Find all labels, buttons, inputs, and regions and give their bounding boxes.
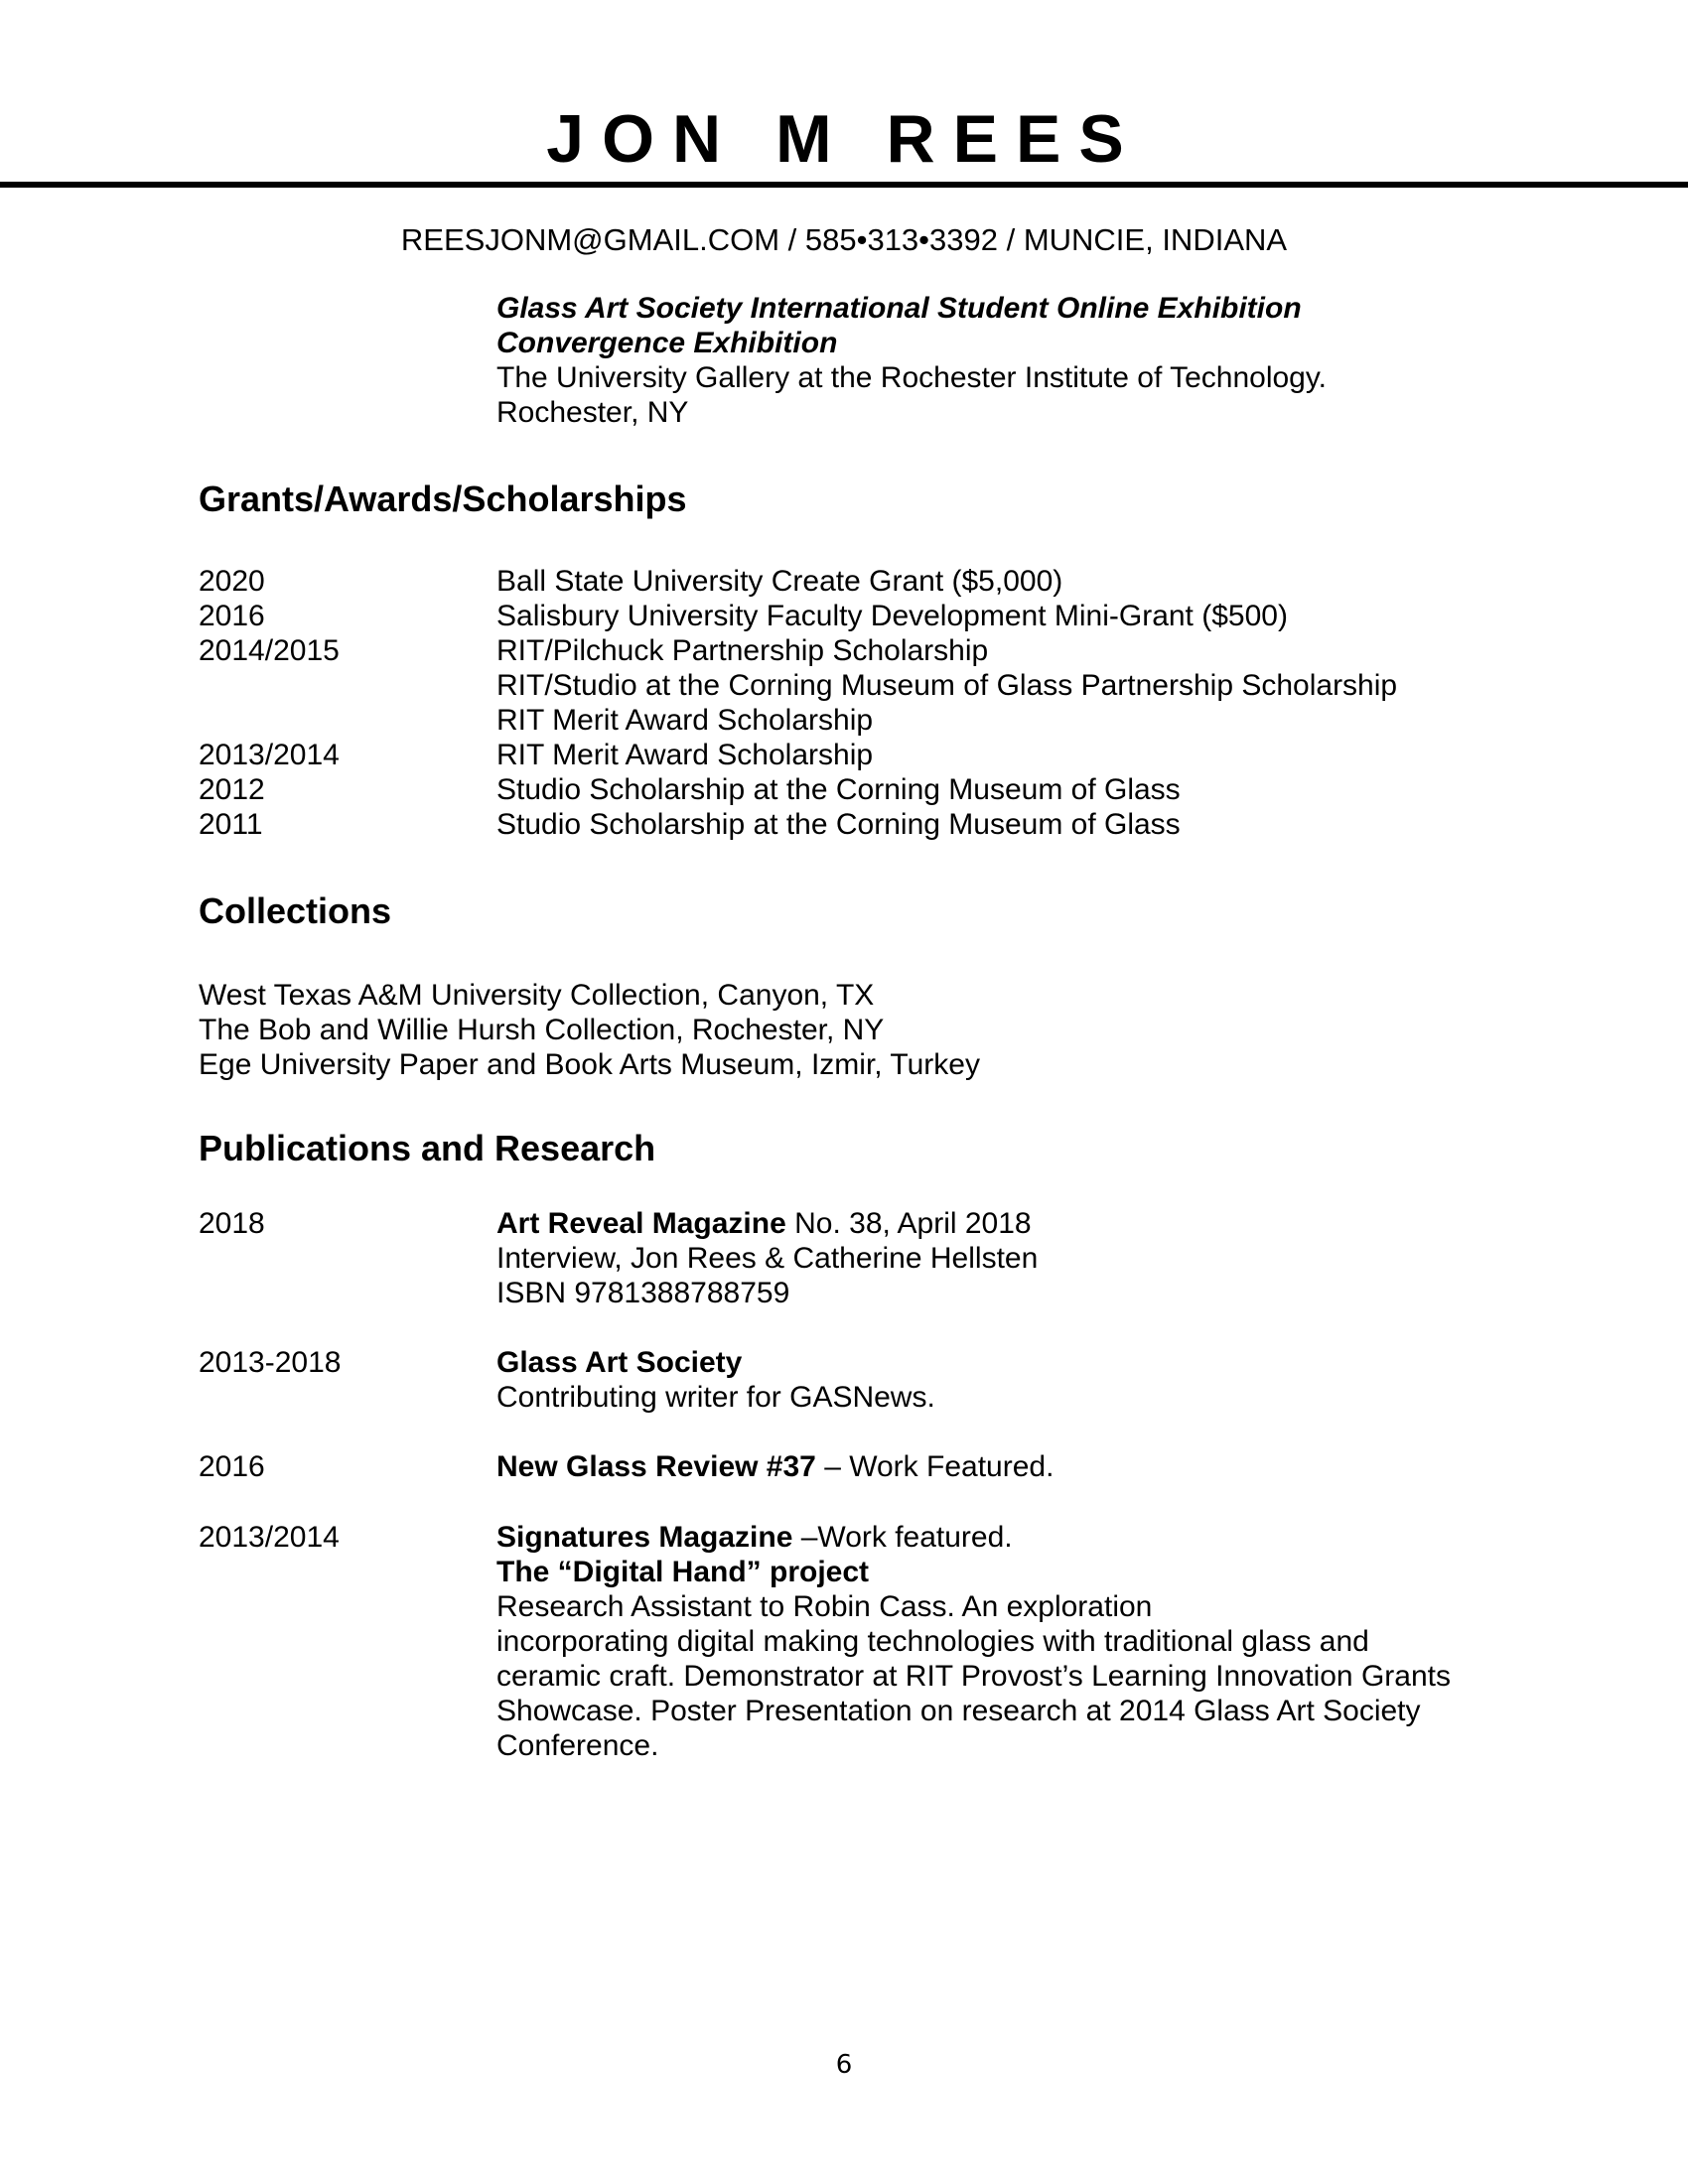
resume-name: JON M REES (546, 101, 1142, 177)
publication-entry (199, 1345, 935, 1415)
publication-title-detail: –Work featured. (792, 1521, 1013, 1554)
publication-line: Contributing writer for GASNews. (496, 1381, 935, 1414)
publication-title-detail: No. 38, April 2018 (785, 1207, 1032, 1240)
grant-row (199, 599, 1397, 633)
publication-year: 2016 (199, 1450, 265, 1483)
grant-item: RIT/Studio at the Corning Museum of Glass Partnership Scholarship (496, 669, 1398, 702)
exhibition-venue: The University Gallery at the Rochester Institute of Technology. (496, 361, 1327, 394)
grant-item: Ball State University Create Grant ($5,000) (496, 565, 1063, 598)
contact-line: REESJONM@GMAIL.COM / 585•313•3392 / MUNCIE, INDIANA (400, 222, 1288, 257)
grants-heading: Grants/Awards/Scholarships (199, 478, 687, 519)
exhibition-subtitle: Convergence Exhibition (496, 327, 838, 359)
exhibition-location: Rochester, NY (496, 396, 689, 429)
grant-year (199, 703, 496, 738)
grant-item: RIT Merit Award Scholarship (496, 739, 874, 771)
publication-title-detail: – Work Featured. (815, 1450, 1055, 1483)
grant-row (199, 564, 1397, 599)
publication-title: New Glass Review #37 (496, 1450, 816, 1483)
publication-line: incorporating digital making technologies with traditional glass and (496, 1625, 1369, 1658)
grant-item: Studio Scholarship at the Corning Museum of Glass (496, 808, 1181, 841)
grant-row (199, 807, 1397, 842)
publications-heading: Publications and Research (199, 1128, 656, 1168)
grant-row (199, 633, 1397, 668)
collections-list (199, 978, 980, 1082)
publication-line: Conference. (496, 1729, 659, 1762)
publication-entry (199, 1206, 1038, 1310)
grant-year: 2016 (199, 600, 265, 632)
grant-year: 2012 (199, 773, 265, 806)
page-number: 6 (835, 2050, 853, 2080)
publication-line: ceramic craft. Demonstrator at RIT Provost’s Learning Innovation Grants (496, 1660, 1451, 1693)
grant-row (199, 703, 1397, 738)
grant-year: 2014/2015 (199, 634, 340, 667)
header-rule (0, 182, 1688, 188)
publication-title: Signatures Magazine (496, 1521, 793, 1554)
publication-subtitle: The “Digital Hand” project (496, 1556, 870, 1588)
publication-entry (199, 1449, 1054, 1484)
collections-heading: Collections (199, 890, 392, 931)
grant-item: Salisbury University Faculty Development Mini-Grant ($500) (496, 600, 1288, 632)
grant-year: 2020 (199, 565, 265, 598)
grant-item: Studio Scholarship at the Corning Museum of Glass (496, 773, 1181, 806)
exhibition-entry (496, 291, 1327, 430)
publication-line: ISBN 9781388788759 (496, 1277, 790, 1309)
collection-item: The Bob and Willie Hursh Collection, Rochester, NY (199, 1014, 885, 1046)
publication-year: 2018 (199, 1207, 265, 1240)
publication-year: 2013/2014 (199, 1521, 340, 1554)
exhibition-title: Glass Art Society International Student Online Exhibition (496, 292, 1302, 325)
publication-year: 2013-2018 (199, 1346, 342, 1379)
grant-row (199, 772, 1397, 807)
grant-year (199, 668, 496, 703)
publication-line: Interview, Jon Rees & Catherine Hellsten (496, 1242, 1039, 1275)
publication-entry (199, 1520, 1451, 1763)
grant-row (199, 738, 1397, 772)
grants-list (199, 564, 1397, 842)
publication-title: Glass Art Society (496, 1346, 743, 1379)
grant-year: 2011 (199, 808, 263, 841)
grant-row (199, 668, 1397, 703)
grant-year: 2013/2014 (199, 739, 340, 771)
collection-item: West Texas A&M University Collection, Canyon, TX (199, 979, 875, 1012)
publication-line: Research Assistant to Robin Cass. An exploration (496, 1590, 1153, 1623)
collection-item: Ege University Paper and Book Arts Museum, Izmir, Turkey (199, 1048, 980, 1081)
grant-item: RIT/Pilchuck Partnership Scholarship (496, 634, 989, 667)
grant-item: RIT Merit Award Scholarship (496, 704, 874, 737)
publication-line: Showcase. Poster Presentation on research at 2014 Glass Art Society (496, 1695, 1421, 1727)
publication-title: Art Reveal Magazine (496, 1207, 786, 1240)
